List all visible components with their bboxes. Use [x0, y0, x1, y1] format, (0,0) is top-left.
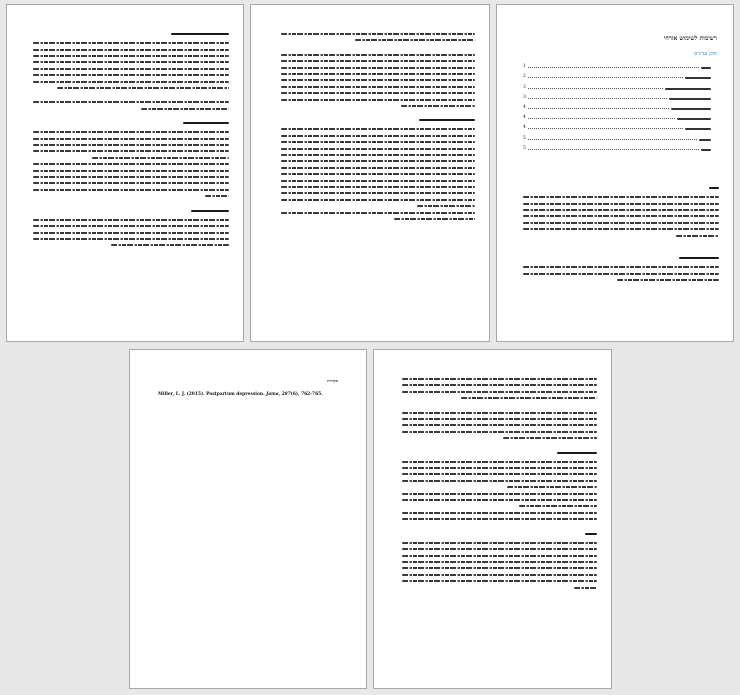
page-body-text [523, 187, 719, 285]
toc-entry[interactable] [523, 69, 711, 79]
toc-entry[interactable] [523, 100, 711, 110]
toc-heading: תוכן עניינים [694, 51, 717, 57]
toc-entry[interactable] [523, 79, 711, 89]
toc-page-number: 4 [523, 115, 526, 121]
reference-authors-title: Miller, L. J. (2015). Postpartum depression. [158, 392, 267, 397]
toc-page-number: 2 [523, 74, 526, 80]
document-page-5 [373, 349, 612, 689]
toc-entry[interactable] [523, 59, 711, 69]
page-body-text [402, 378, 597, 593]
references-heading: מקורות [327, 378, 338, 383]
toc-page-number: 3 [523, 94, 526, 100]
document-page-1 [6, 4, 244, 342]
page-body-text [281, 33, 475, 224]
toc-page-number: 4 [523, 125, 526, 131]
toc-page-number: 1 [523, 64, 526, 70]
reference-pages: (6), 762-765. [290, 392, 323, 397]
toc-entry[interactable] [523, 141, 711, 151]
document-page-2 [250, 4, 490, 342]
document-title: רשימות לשימוש אזרחי [663, 35, 717, 42]
table-of-contents [523, 59, 711, 151]
toc-page-number: 5 [523, 145, 526, 151]
toc-entry[interactable] [523, 120, 711, 130]
toc-entry[interactable] [523, 130, 711, 140]
toc-entry[interactable] [523, 110, 711, 120]
reference-entry [158, 392, 323, 397]
toc-page-number: 4 [523, 104, 526, 110]
document-page-4 [129, 349, 367, 689]
toc-page-number: 5 [523, 135, 526, 141]
reference-journal: Jama, 287 [266, 392, 291, 397]
page-body-text [33, 33, 229, 251]
document-page-3 [496, 4, 734, 342]
toc-entry[interactable] [523, 90, 711, 100]
toc-page-number: 3 [523, 84, 526, 90]
